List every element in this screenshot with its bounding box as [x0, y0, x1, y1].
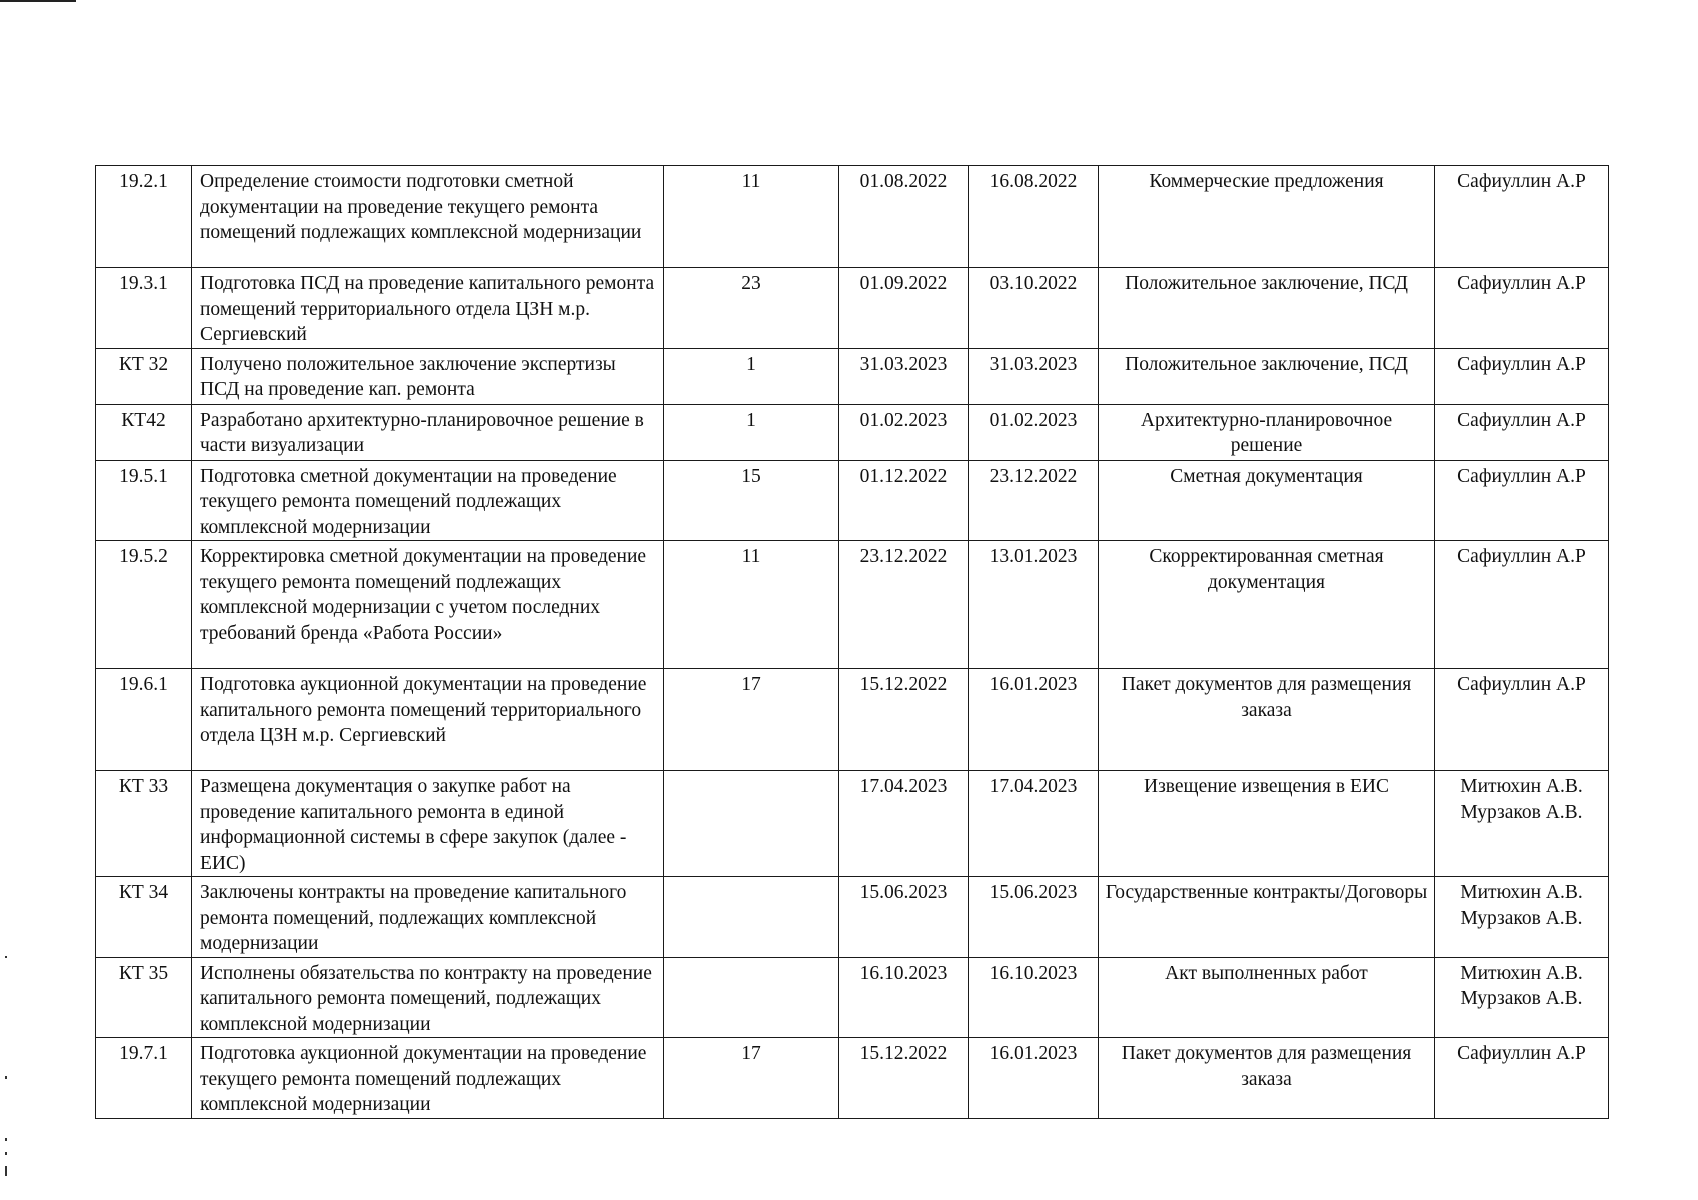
table-row [96, 268, 1609, 349]
row-task-name: Разработано архитектурно-планировочное решение в части визуализации [192, 404, 664, 460]
row-responsible [1435, 771, 1609, 877]
row-result: Государственные контракты/Договоры [1099, 877, 1435, 958]
scan-corner-mark [0, 0, 76, 2]
row-code: 19.3.1 [96, 268, 192, 349]
row-end-date: 17.04.2023 [969, 771, 1099, 877]
row-task-name: Получено положительное заключение экспертизы ПСД на проведение кап. ремонта [192, 348, 664, 404]
row-duration [664, 771, 839, 877]
row-end-date: 16.01.2023 [969, 1038, 1099, 1119]
row-end-date: 16.10.2023 [969, 957, 1099, 1038]
row-result: Коммерческие предложения [1099, 166, 1435, 268]
table-row [96, 460, 1609, 541]
table-row [96, 1038, 1609, 1119]
row-code: КТ42 [96, 404, 192, 460]
row-result: Положительное заключение, ПСД [1099, 348, 1435, 404]
row-start-date: 01.02.2023 [839, 404, 969, 460]
table-row [96, 957, 1609, 1038]
row-code: 19.7.1 [96, 1038, 192, 1119]
row-code: КТ 34 [96, 877, 192, 958]
row-result: Извещение извещения в ЕИС [1099, 771, 1435, 877]
row-result: Скорректированная сметная документация [1099, 541, 1435, 669]
row-start-date: 23.12.2022 [839, 541, 969, 669]
row-responsible [1435, 957, 1609, 1038]
row-result: Положительное заключение, ПСД [1099, 268, 1435, 349]
work-schedule-table [95, 165, 1609, 1119]
row-code: КТ 33 [96, 771, 192, 877]
row-duration: 11 [664, 166, 839, 268]
table-row [96, 166, 1609, 268]
row-code: 19.5.1 [96, 460, 192, 541]
row-responsible [1435, 348, 1609, 404]
row-start-date: 01.12.2022 [839, 460, 969, 541]
responsible-person: Митюхин А.В. [1460, 962, 1583, 984]
table-row [96, 771, 1609, 877]
row-duration [664, 877, 839, 958]
row-start-date: 15.06.2023 [839, 877, 969, 958]
scan-edge-mark [5, 1166, 7, 1176]
row-duration: 1 [664, 348, 839, 404]
row-responsible [1435, 669, 1609, 771]
row-responsible [1435, 268, 1609, 349]
scan-edge-mark [5, 1138, 7, 1141]
row-task-name: Исполнены обязательства по контракту на проведение капитального ремонта помещений, подлежащих комплексной модернизации [192, 957, 664, 1038]
responsible-person: Сафиуллин А.Р [1457, 546, 1586, 567]
row-end-date: 13.01.2023 [969, 541, 1099, 669]
row-task-name: Размещена документация о закупке работ на проведение капитального ремонта в единой информационной системы в сфере закупок (далее - ЕИС) [192, 771, 664, 877]
responsible-person: Мурзаков А.В. [1460, 988, 1583, 1009]
row-code: 19.6.1 [96, 669, 192, 771]
row-result: Пакет документов для размещения заказа [1099, 1038, 1435, 1119]
row-responsible [1435, 166, 1609, 268]
responsible-person: Сафиуллин А.Р [1457, 273, 1586, 294]
table-row [96, 404, 1609, 460]
table-row [96, 877, 1609, 958]
row-duration: 15 [664, 460, 839, 541]
row-responsible [1435, 404, 1609, 460]
row-result: Сметная документация [1099, 460, 1435, 541]
row-duration: 23 [664, 268, 839, 349]
row-responsible [1435, 1038, 1609, 1119]
row-code: 19.2.1 [96, 166, 192, 268]
row-duration: 17 [664, 1038, 839, 1119]
row-code: 19.5.2 [96, 541, 192, 669]
row-end-date: 03.10.2022 [969, 268, 1099, 349]
row-start-date: 16.10.2023 [839, 957, 969, 1038]
row-duration: 1 [664, 404, 839, 460]
row-start-date: 15.12.2022 [839, 1038, 969, 1119]
row-task-name: Подготовка аукционной документации на проведение текущего ремонта помещений подлежащих комплексной модернизации [192, 1038, 664, 1119]
row-end-date: 16.08.2022 [969, 166, 1099, 268]
responsible-person: Мурзаков А.В. [1460, 907, 1583, 929]
row-duration [664, 957, 839, 1038]
row-responsible [1435, 460, 1609, 541]
responsible-person: Сафиуллин А.Р [1457, 171, 1586, 192]
row-result: Архитектурно-планировочное решение [1099, 404, 1435, 460]
row-code: КТ 35 [96, 957, 192, 1038]
row-task-name: Подготовка ПСД на проведение капитального ремонта помещений территориального отдела ЦЗН м.р. Сергиевский [192, 268, 664, 349]
responsible-person: Митюхин А.В. [1460, 776, 1583, 797]
row-end-date: 16.01.2023 [969, 669, 1099, 771]
scan-edge-mark [5, 1076, 7, 1079]
table-row [96, 348, 1609, 404]
responsible-person: Сафиуллин А.Р [1457, 1043, 1586, 1064]
row-task-name: Заключены контракты на проведение капитального ремонта помещений, подлежащих комплексной модернизации [192, 877, 664, 958]
row-end-date: 01.02.2023 [969, 404, 1099, 460]
table-row [96, 541, 1609, 669]
row-end-date: 15.06.2023 [969, 877, 1099, 958]
row-start-date: 31.03.2023 [839, 348, 969, 404]
row-task-name: Определение стоимости подготовки сметной документации на проведение текущего ремонта помещений подлежащих комплексной модернизации [192, 166, 664, 268]
row-duration: 17 [664, 669, 839, 771]
row-start-date: 15.12.2022 [839, 669, 969, 771]
row-task-name: Подготовка сметной документации на проведение текущего ремонта помещений подлежащих комплексной модернизации [192, 460, 664, 541]
row-code: КТ 32 [96, 348, 192, 404]
row-duration: 11 [664, 541, 839, 669]
responsible-person: Сафиуллин А.Р [1457, 674, 1586, 695]
scan-edge-mark [5, 1152, 7, 1155]
row-end-date: 31.03.2023 [969, 348, 1099, 404]
row-responsible [1435, 877, 1609, 958]
row-responsible [1435, 541, 1609, 669]
row-task-name: Корректировка сметной документации на проведение текущего ремонта помещений подлежащих комплексной модернизации с учетом последних требований бренда «Работа России» [192, 541, 664, 669]
row-result: Акт выполненных работ [1099, 957, 1435, 1038]
row-start-date: 01.08.2022 [839, 166, 969, 268]
row-end-date: 23.12.2022 [969, 460, 1099, 541]
responsible-person: Митюхин А.В. [1460, 882, 1583, 903]
responsible-person: Мурзаков А.В. [1460, 801, 1583, 823]
responsible-person: Сафиуллин А.Р [1457, 465, 1586, 487]
row-start-date: 17.04.2023 [839, 771, 969, 877]
table-row [96, 669, 1609, 771]
responsible-person: Сафиуллин А.Р [1457, 353, 1586, 375]
row-result: Пакет документов для размещения заказа [1099, 669, 1435, 771]
row-task-name: Подготовка аукционной документации на проведение капитального ремонта помещений территориального отдела ЦЗН м.р. Сергиевский [192, 669, 664, 771]
scan-edge-mark [5, 956, 7, 958]
responsible-person: Сафиуллин А.Р [1457, 409, 1586, 431]
row-start-date: 01.09.2022 [839, 268, 969, 349]
